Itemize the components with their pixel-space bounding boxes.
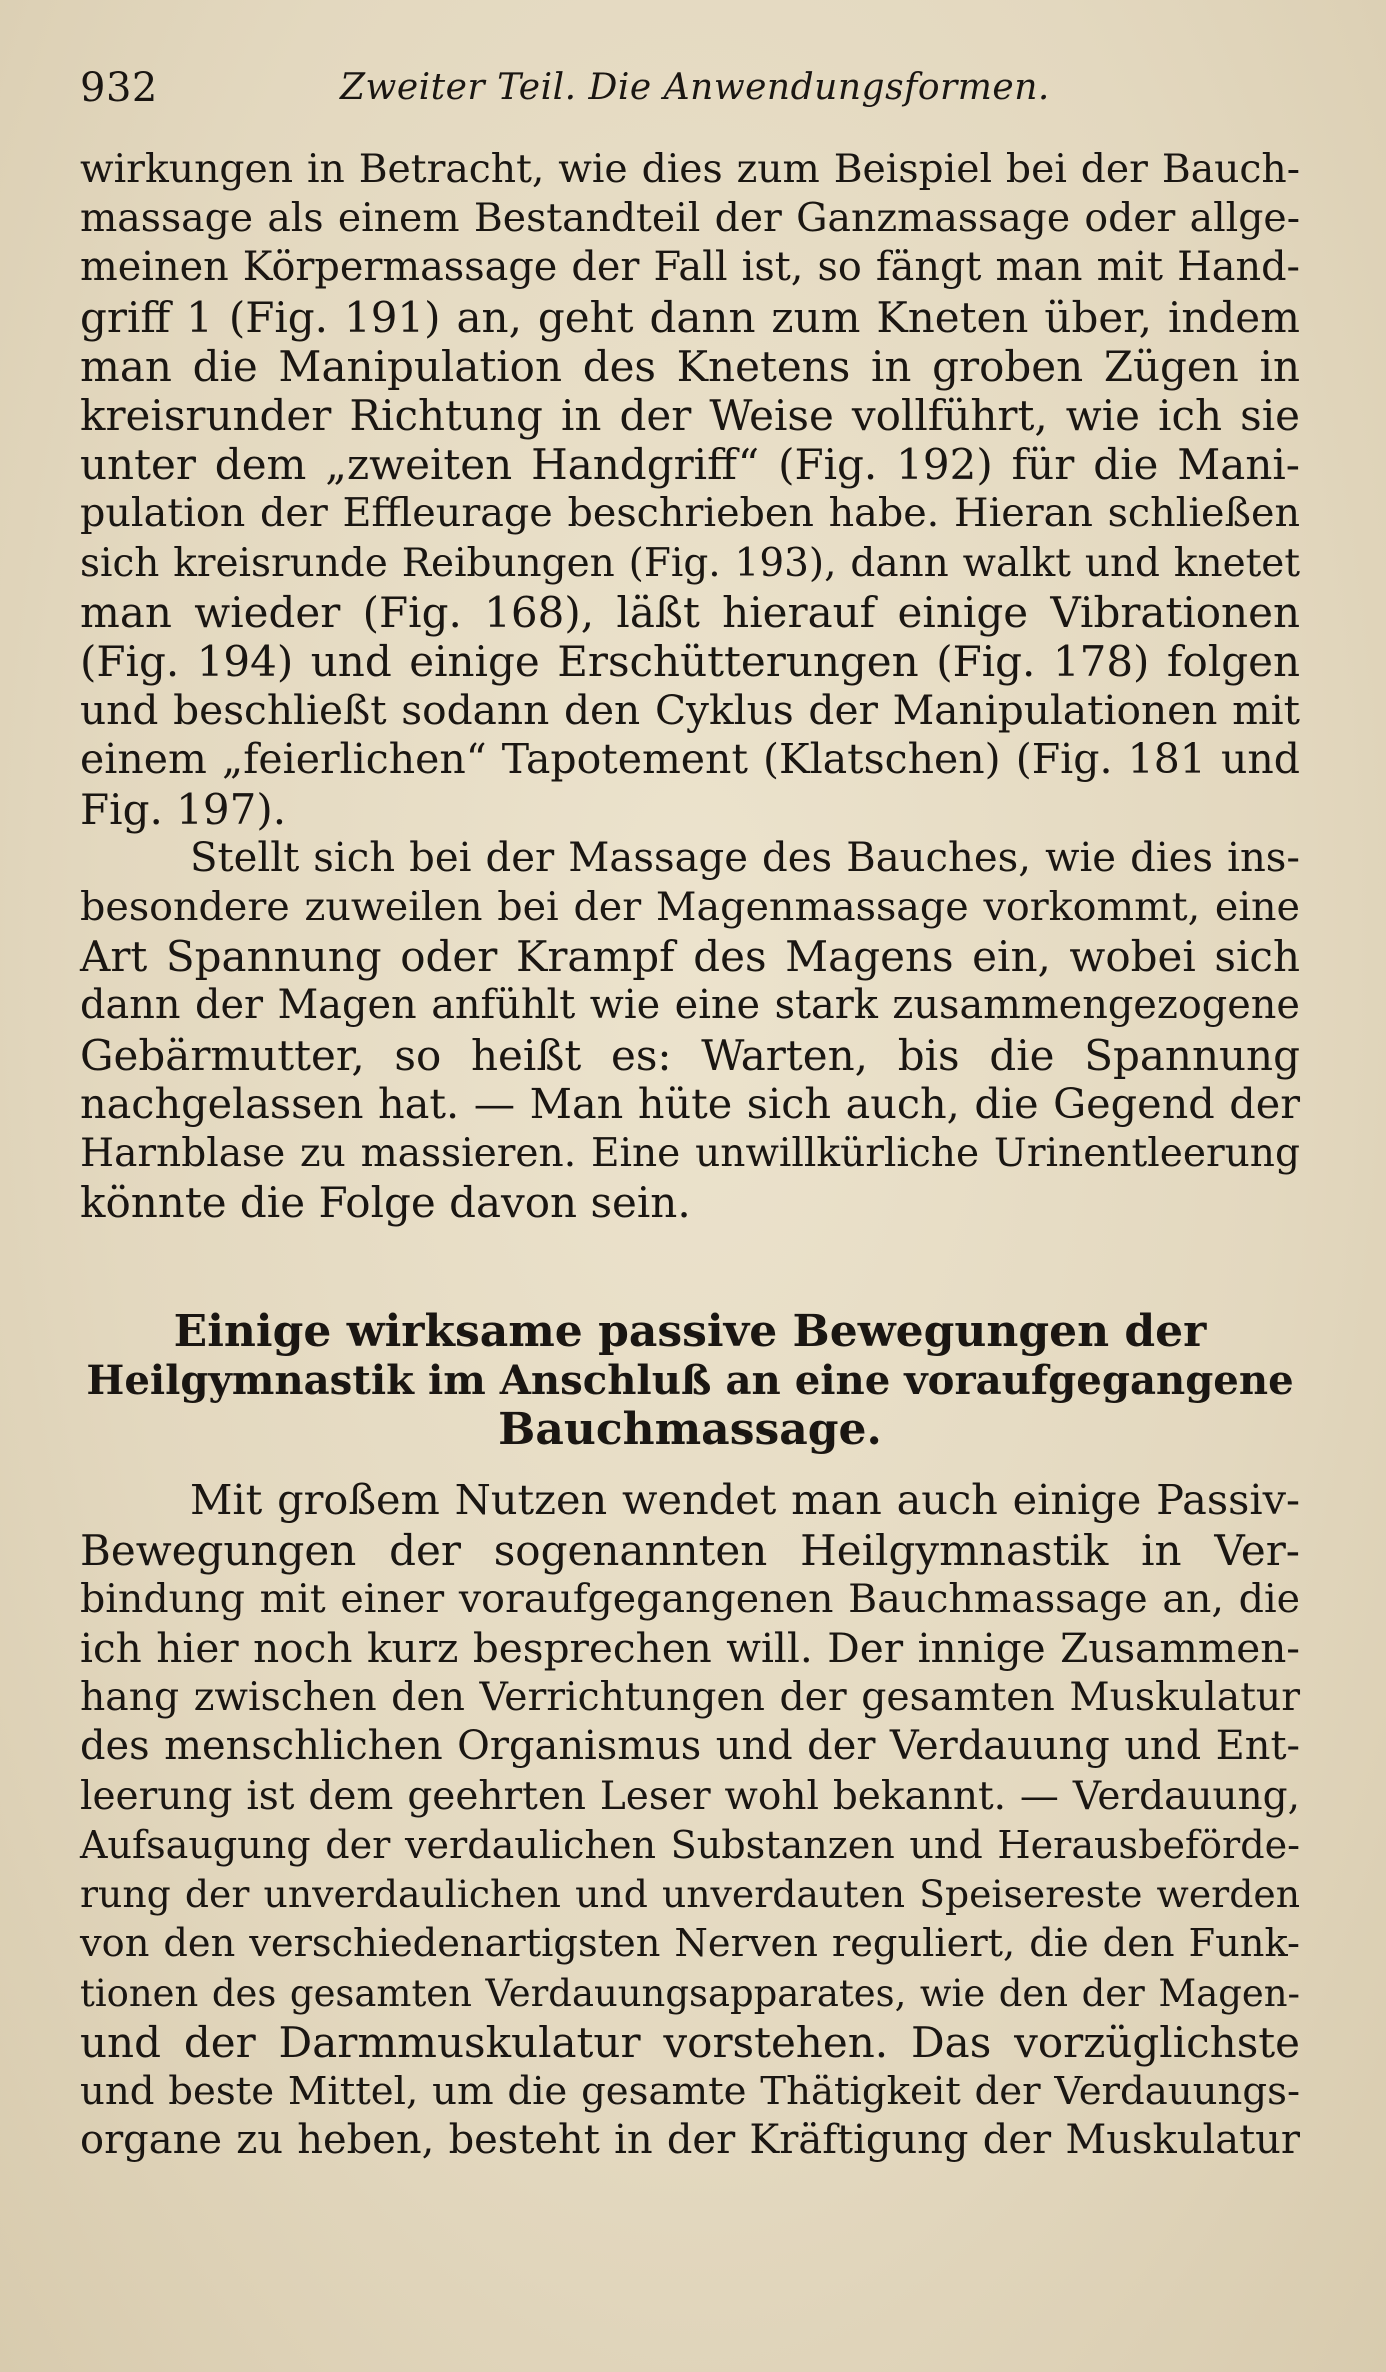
text-line: massage als einem Bestandteil der Ganzmassage oder allge-	[80, 195, 1300, 242]
text-line: bindung mit einer voraufgegangenen Bauchmassage an, die	[80, 1575, 1300, 1622]
running-title: Zweiter Teil. Die Anwendungsformen.	[340, 67, 1050, 108]
text-line: Gebärmutter, so heißt es: Warten, bis die Spannung	[80, 1030, 1300, 1080]
paragraph-2	[80, 834, 1300, 1228]
section-heading	[80, 1307, 1300, 1454]
text-line: nachgelassen hat. — Man hüte sich auch, die Gegend der	[80, 1079, 1300, 1128]
text-line: besondere zuweilen bei der Magenmassage vorkommt, eine	[80, 884, 1300, 931]
text-line: sich kreisrunde Reibungen (Fig. 193), dann walkt und knetet	[80, 540, 1300, 586]
text-line: rung der unverdaulichen und unverdauten Speisereste werden	[80, 1872, 1300, 1917]
text-line: ich hier noch kurz besprechen will. Der innige Zusammen-	[80, 1624, 1300, 1673]
text-line: man wieder (Fig. 168), läßt hierauf einige Vibrationen	[80, 587, 1300, 637]
text-line: Fig. 197).	[80, 784, 287, 834]
text-line: Harnblase zu massieren. Eine unwillkürliche Urinentleerung	[80, 1131, 1300, 1177]
text-line: Aufsaugung der verdaulichen Substanzen und Herausbeförde-	[80, 1822, 1300, 1867]
running-head	[80, 55, 1300, 125]
text-line: unter dem „zweiten Handgriff“ (Fig. 192) für die Mani-	[80, 440, 1300, 490]
heading-line: Heilgymnastik im Anschluß an eine voraufgegangene	[86, 1357, 1294, 1405]
page-number: 932	[80, 65, 158, 111]
paragraph-3	[80, 1476, 1300, 2165]
text-line: kreisrunder Richtung in der Weise vollführt, wie ich sie	[80, 391, 1300, 441]
text-line: und beschließt sodann den Cyklus der Manipulationen mit	[80, 686, 1300, 735]
text-line: dann der Magen anfühlt wie eine stark zusammengezogene	[80, 982, 1300, 1029]
text-line: man die Manipulation des Knetens in groben Zügen in	[80, 341, 1300, 391]
text-line: meinen Körpermassage der Fall ist, so fängt man mit Hand-	[80, 244, 1300, 291]
book-page	[80, 55, 1300, 2345]
text-line: organe zu heben, besteht in der Kräftigung der Muskulatur	[80, 2117, 1300, 2164]
text-line: von den verschiedenartigsten Nerven reguliert, die den Funk-	[80, 1921, 1300, 1967]
text-line: leerung ist dem geehrten Leser wohl bekannt. — Verdauung,	[80, 1773, 1300, 1819]
paragraph-1	[80, 145, 1300, 834]
text-line: Mit großem Nutzen wendet man auch einige Passiv-	[190, 1476, 1300, 1525]
text-line: hang zwischen den Verrichtungen der gesamten Muskulatur	[80, 1675, 1300, 1721]
text-line: wirkungen in Betracht, wie dies zum Beispiel bei der Bauch-	[80, 147, 1300, 192]
text-line: könnte die Folge davon sein.	[80, 1178, 691, 1228]
text-line: (Fig. 194) und einige Erschütterungen (Fig. 178) folgen	[80, 637, 1300, 687]
text-line: des menschlichen Organismus und der Verdauung und Ent-	[80, 1723, 1300, 1770]
text-line: Bewegungen der sogenannten Heilgymnastik in Ver-	[80, 1525, 1300, 1575]
text-line: pulation der Effleurage beschrieben habe. Hieran schließen	[80, 490, 1300, 537]
text-line: Stellt sich bei der Massage des Bauches, wie dies ins-	[190, 834, 1300, 881]
text-line: einem „feierlichen“ Tapotement (Klatschen) (Fig. 181 und	[80, 735, 1300, 784]
text-line: Art Spannung oder Krampf des Magens ein, wobei sich	[80, 932, 1300, 982]
text-line: tionen des gesamten Verdauungsapparates, wie den der Magen-	[80, 1971, 1300, 2015]
heading-line: Bauchmassage.	[498, 1404, 882, 1456]
text-line: griff 1 (Fig. 191) an, geht dann zum Kneten über, indem	[80, 292, 1300, 342]
text-line: und der Darmmuskulatur vorstehen. Das vorzüglichste	[80, 2017, 1300, 2067]
heading-line: Einige wirksame passive Bewegungen der	[173, 1306, 1207, 1358]
text-line: und beste Mittel, um die gesamte Thätigkeit der Verdauungs-	[80, 2068, 1300, 2114]
